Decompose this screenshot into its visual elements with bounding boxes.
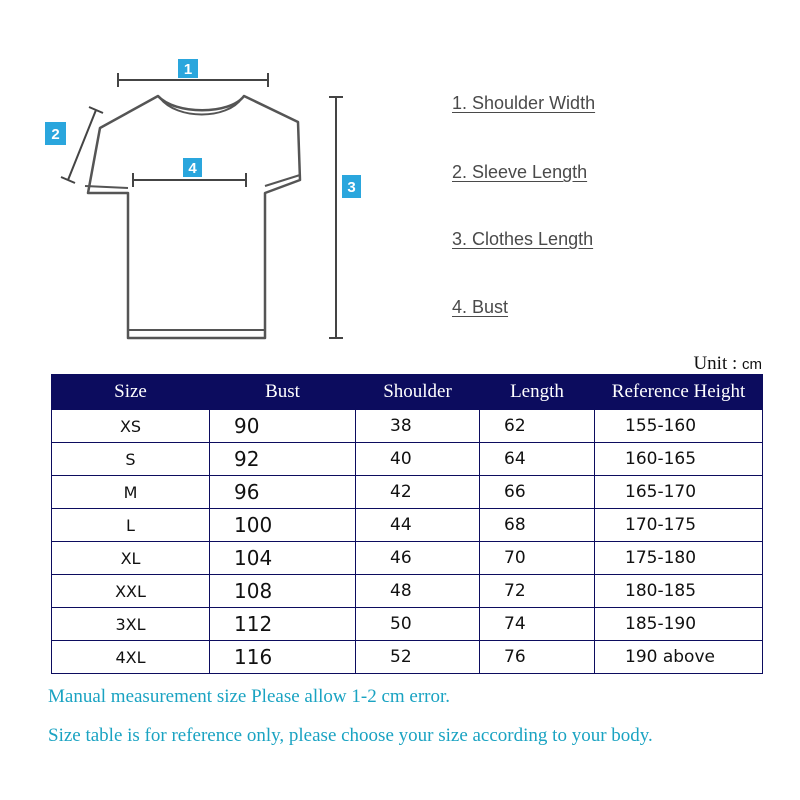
cell-bust: 100 [210, 509, 356, 542]
cell-shoulder: 48 [356, 575, 480, 608]
cell-size: XXL [52, 575, 210, 608]
cell-length: 68 [480, 509, 595, 542]
legend-clothes-length: 3. Clothes Length [452, 229, 594, 249]
cell-bust: 112 [210, 608, 356, 641]
cell-bust: 104 [210, 542, 356, 575]
legend-shoulder-width: 1. Shoulder Width [452, 93, 596, 113]
table-row [52, 542, 763, 575]
cell-length: 62 [480, 410, 595, 443]
cell-size: S [52, 443, 210, 476]
table-row [52, 575, 763, 608]
cell-reference-height: 160-165 [595, 443, 763, 476]
cell-shoulder: 44 [356, 509, 480, 542]
cell-size: XL [52, 542, 210, 575]
size-table [51, 374, 763, 674]
cell-length: 70 [480, 542, 595, 575]
table-row [52, 476, 763, 509]
legend-sleeve-length: 2. Sleeve Length [452, 162, 588, 182]
table-row [52, 443, 763, 476]
cell-reference-height: 175-180 [595, 542, 763, 575]
cell-length: 64 [480, 443, 595, 476]
cell-bust: 116 [210, 641, 356, 674]
cell-reference-height: 165-170 [595, 476, 763, 509]
cell-length: 76 [480, 641, 595, 674]
cell-size: XS [52, 410, 210, 443]
tshirt-diagram [0, 0, 800, 360]
note-reference-only: Size table is for reference only, please choose your size according to your body. [48, 725, 653, 746]
cell-size: 3XL [52, 608, 210, 641]
cell-reference-height: 185-190 [595, 608, 763, 641]
note-measurement-error: Manual measurement size Please allow 1-2 cm error. [48, 686, 451, 707]
cell-shoulder: 40 [356, 443, 480, 476]
legend-bust: 4. Bust [452, 297, 509, 317]
cell-shoulder: 52 [356, 641, 480, 674]
table-row [52, 509, 763, 542]
unit-prefix: Unit : [693, 353, 738, 374]
table-header-row [52, 375, 763, 410]
cell-bust: 90 [210, 410, 356, 443]
unit-value: cm [742, 356, 762, 373]
unit-label [693, 353, 762, 375]
cell-length: 74 [480, 608, 595, 641]
marker-3-label: 3 [347, 179, 356, 196]
cell-reference-height: 170-175 [595, 509, 763, 542]
header-length: Length [480, 375, 595, 410]
cell-shoulder: 50 [356, 608, 480, 641]
marker-4-label: 4 [188, 160, 197, 177]
cell-reference-height: 190 above [595, 641, 763, 674]
cell-shoulder: 42 [356, 476, 480, 509]
cell-bust: 108 [210, 575, 356, 608]
header-reference-height: Reference Height [595, 375, 763, 410]
header-shoulder: Shoulder [356, 375, 480, 410]
cell-size: 4XL [52, 641, 210, 674]
cell-shoulder: 38 [356, 410, 480, 443]
table-row [52, 410, 763, 443]
cell-reference-height: 180-185 [595, 575, 763, 608]
cell-size: M [52, 476, 210, 509]
marker-2-label: 2 [51, 126, 60, 143]
header-bust: Bust [210, 375, 356, 410]
marker-1-label: 1 [183, 61, 193, 78]
cell-reference-height: 155-160 [595, 410, 763, 443]
cell-bust: 96 [210, 476, 356, 509]
cell-size: L [52, 509, 210, 542]
cell-length: 72 [480, 575, 595, 608]
header-size: Size [52, 375, 210, 410]
table-row [52, 608, 763, 641]
cell-shoulder: 46 [356, 542, 480, 575]
cell-bust: 92 [210, 443, 356, 476]
cell-length: 66 [480, 476, 595, 509]
table-row [52, 641, 763, 674]
tshirt-outline [88, 96, 300, 338]
